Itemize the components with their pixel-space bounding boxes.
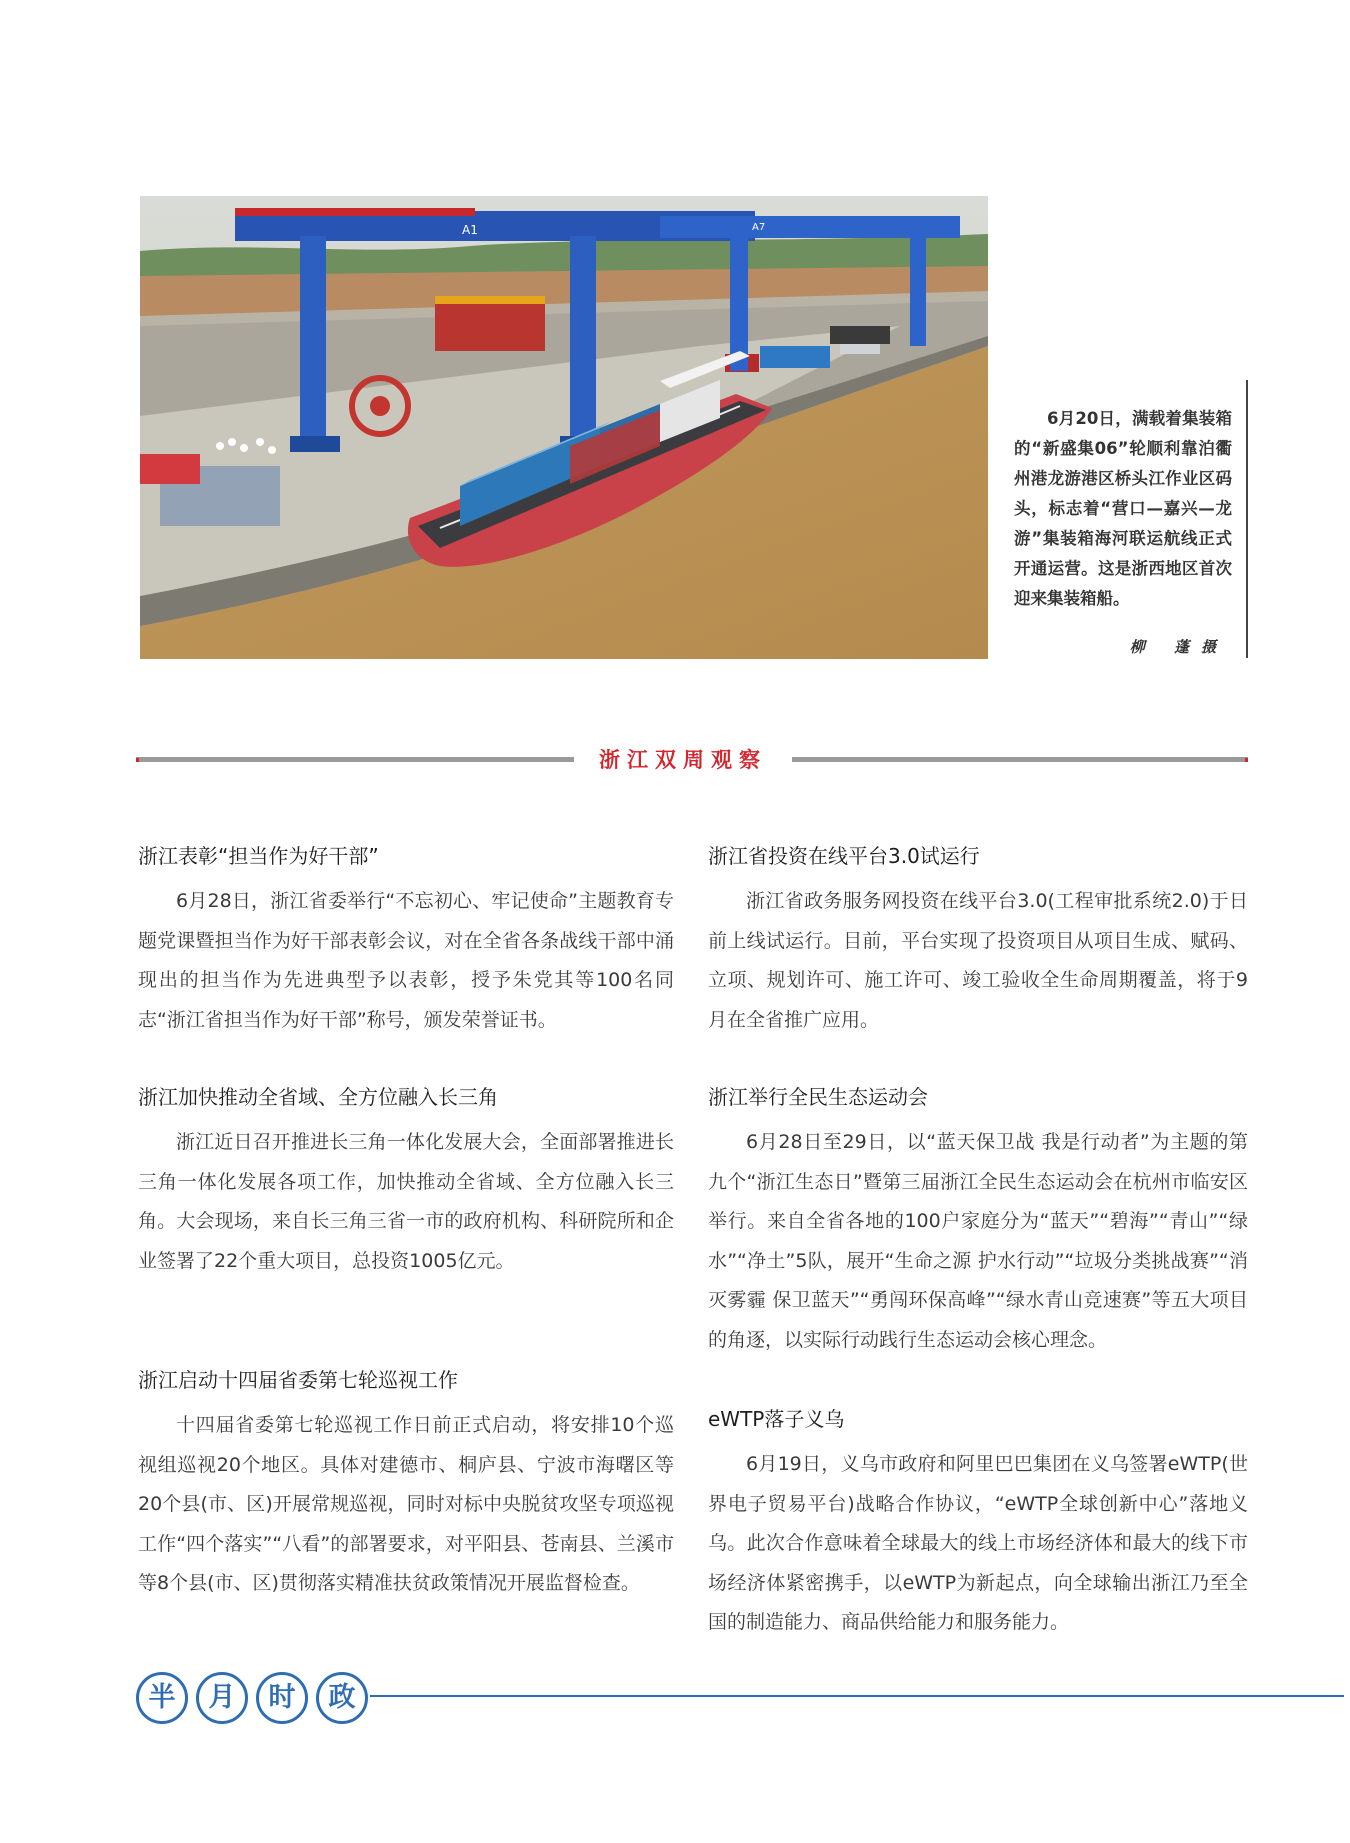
article-body: 6月28日至29日，以“蓝天保卫战 我是行动者”为主题的第九个“浙江生态日”暨第三届浙江全民生态运动会在杭州市临安区举行。来自全省各地的100户家庭分为“蓝天”“碧海”“青山”“绿水”“净土”5队，展开“生命之源 护水行动”“垃圾分类挑战赛”“消灭雾霾 保卫蓝天”“勇闯环保高峰”“绿水青山竞速赛”等五大项目的角逐，以实际行动践行生态运动会核心理念。 bbox=[708, 1131, 1248, 1351]
brand-char: 时 bbox=[256, 1672, 308, 1724]
article-body: 浙江省政务服务网投资在线平台3.0(工程审批系统2.0)于日前上线试运行。目前，平台实现了投资项目从项目生成、赋码、立项、规划许可、施工许可、竣工验收全生命周期覆盖，将于9月在全省推广应用。 bbox=[708, 890, 1248, 1031]
section-title: 浙江双周观察 bbox=[599, 748, 767, 772]
magazine-brand bbox=[136, 1672, 368, 1722]
section-rule-left bbox=[136, 757, 574, 762]
photo-caption bbox=[1004, 380, 1248, 658]
article-title: 浙江表彰“担当作为好干部” bbox=[138, 844, 379, 868]
section-rule-right bbox=[792, 757, 1248, 762]
article bbox=[138, 842, 674, 1040]
article-title: 浙江举行全民生态运动会 bbox=[708, 1085, 928, 1109]
caption-text: 6月20日，满载着集装箱的“新盛集06”轮顺利靠泊衢州港龙游港区桥头江作业区码头，标志着“营口—嘉兴—龙游”集装箱海河联运航线正式开通运营。这是浙西地区首次迎来集装箱船。 bbox=[1014, 409, 1232, 608]
brand-char: 政 bbox=[316, 1672, 368, 1724]
photo-credit: 柳 蓬摄 bbox=[1129, 638, 1228, 656]
brand-char: 月 bbox=[196, 1672, 248, 1724]
port-photo bbox=[140, 196, 988, 659]
brand-char: 半 bbox=[136, 1672, 188, 1724]
article-body: 6月19日，义乌市政府和阿里巴巴集团在义乌签署eWTP(世界电子贸易平台)战略合作协议，“eWTP全球创新中心”落地义乌。此次合作意味着全球最大的线上市场经济体和最大的线下市场经济体紧密携手，以eWTP为新起点，向全球输出浙江乃至全国的制造能力、商品供给能力和服务能力。 bbox=[708, 1453, 1248, 1633]
article bbox=[708, 1083, 1248, 1360]
container-ship-port-illustration bbox=[140, 196, 988, 659]
rule-end-marker bbox=[136, 758, 139, 762]
crane-label: A1 bbox=[462, 223, 478, 237]
article-body: 6月28日，浙江省委举行“不忘初心、牢记使命”主题教育专题党课暨担当作为好干部表彰会议，对在全省各条战线干部中涌现出的担当作为先进典型予以表彰，授予朱党其等100名同志“浙江省担当作为好干部”称号，颁发荣誉证书。 bbox=[138, 890, 674, 1031]
article-title: 浙江省投资在线平台3.0试运行 bbox=[708, 844, 980, 868]
article bbox=[138, 1083, 674, 1281]
crane-label: A7 bbox=[752, 222, 766, 233]
article-title: 浙江加快推动全省域、全方位融入长三角 bbox=[138, 1085, 498, 1109]
article-body: 十四届省委第七轮巡视工作日前正式启动，将安排10个巡视组巡视20个地区。具体对建德市、桐庐县、宁波市海曙区等20个县(市、区)开展常规巡视，同时对标中央脱贫攻坚专项巡视工作“四个落实”“八看”的部署要求，对平阳县、苍南县、兰溪市等8个县(市、区)贯彻落实精准扶贫政策情况开展监督检查。 bbox=[138, 1414, 674, 1594]
article-title: eWTP落子义乌 bbox=[708, 1407, 845, 1431]
article bbox=[708, 842, 1248, 1040]
article bbox=[708, 1405, 1248, 1643]
rule-end-marker bbox=[1245, 758, 1248, 762]
article-body: 浙江近日召开推进长三角一体化发展大会，全面部署推进长三角一体化发展各项工作，加快推动全省域、全方位融入长三角。大会现场，来自长三角三省一市的政府机构、科研院所和企业签署了22个重大项目，总投资1005亿元。 bbox=[138, 1131, 674, 1272]
footer-rule bbox=[370, 1695, 1344, 1697]
article bbox=[138, 1366, 674, 1604]
article-title: 浙江启动十四届省委第七轮巡视工作 bbox=[138, 1368, 458, 1392]
